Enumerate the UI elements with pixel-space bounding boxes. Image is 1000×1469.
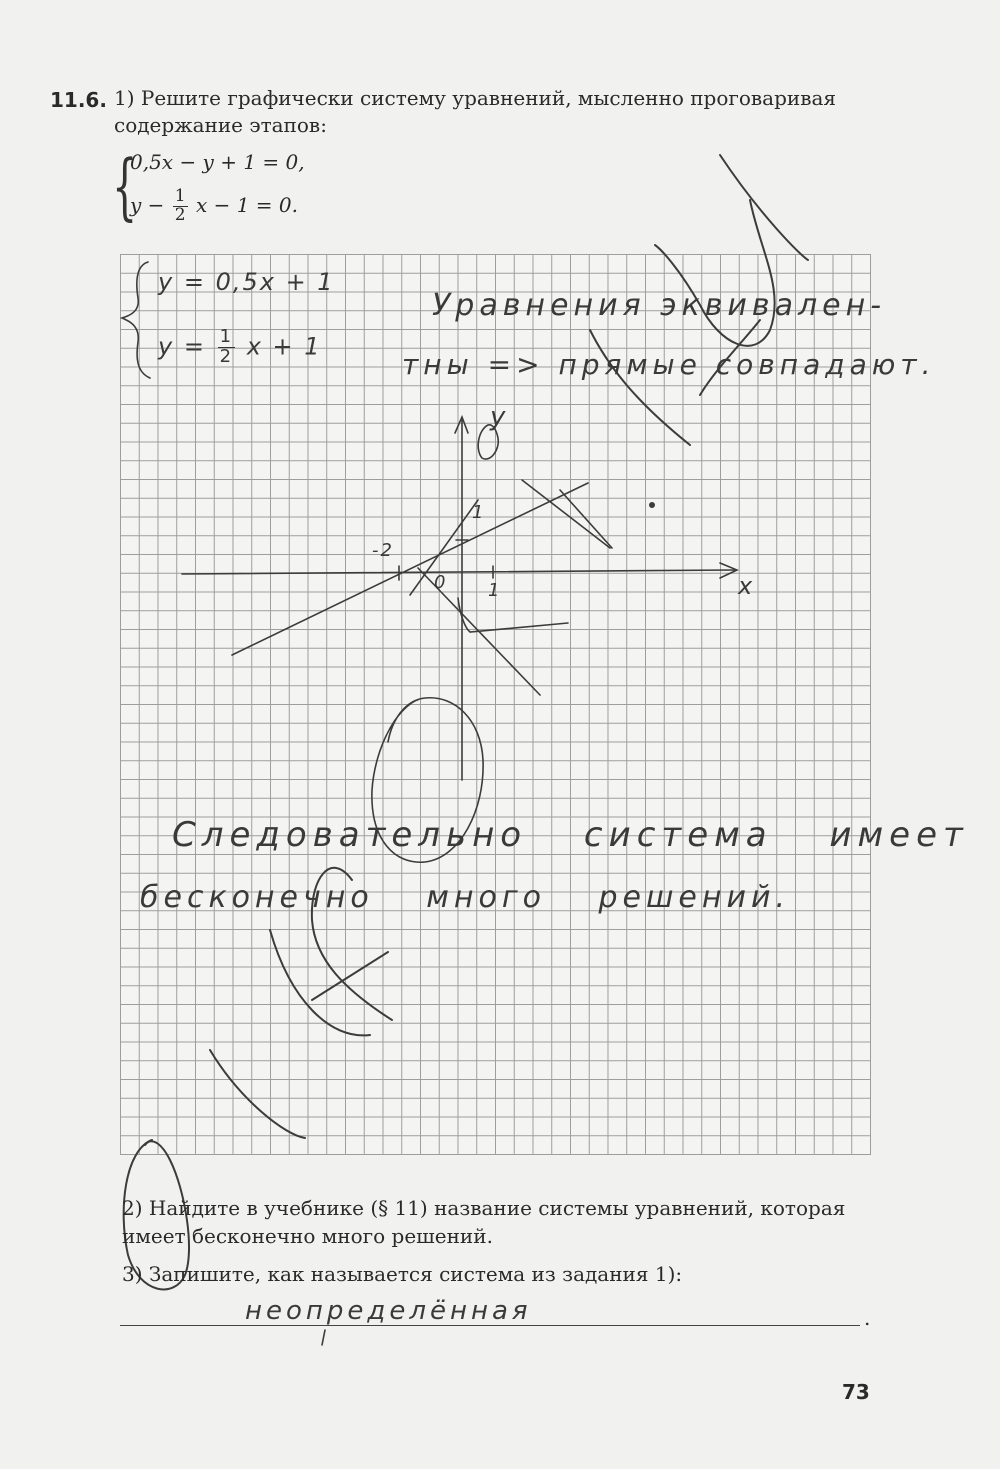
task-number: 11.6. — [50, 88, 107, 112]
task-part2-line2: имеет бесконечно много решений. — [122, 1224, 493, 1248]
axis-x-label: x — [738, 572, 755, 600]
answer-end-dot: . — [864, 1306, 871, 1330]
ink-dot — [649, 502, 655, 508]
hand-sys-eq1: y = 0,5x + 1 — [158, 268, 335, 296]
page-number: 73 — [842, 1380, 870, 1404]
axis-y-label: y — [490, 402, 508, 432]
equation-2-denominator: 2 — [174, 204, 186, 225]
hand-conclusion-line2: бесконечно много решений. — [140, 880, 791, 915]
hand-conclusion-line1: Следовательно система имеет — [172, 815, 969, 855]
label-minus-two: -2 — [372, 540, 394, 561]
label-one-x: 1 — [488, 580, 502, 601]
stroke-diagonal-2 — [560, 490, 612, 548]
equation-2-suffix: x − 1 = 0. — [195, 192, 298, 217]
hand-sys-eq2-prefix: y = — [158, 332, 206, 361]
scribble-i-2 — [270, 930, 370, 1035]
hand-note-line2: тны => прямые совпадают. — [402, 348, 936, 381]
equation-2-numerator: 1 — [174, 186, 186, 206]
system-brace: { — [112, 144, 138, 228]
label-zero: 0 — [434, 572, 448, 593]
hand-sys-eq2-denominator: 2 — [219, 345, 234, 367]
task-part2-line1: 2) Найдите в учебнике (§ 11) название системы уравнений, которая — [122, 1196, 846, 1220]
plotted-line — [232, 483, 588, 655]
hand-sys-eq2-numerator: 1 — [219, 326, 234, 347]
equation-2-prefix: y − — [130, 192, 165, 217]
task-part1-line1: 1) Решите графически систему уравнений, мысленно проговаривая — [114, 86, 837, 110]
task-part1-line2: содержание этапов: — [114, 113, 327, 137]
scribble-i-1 — [210, 1050, 305, 1138]
hand-sys-eq2-suffix: x + 1 — [246, 332, 322, 361]
hand-sys-eq2 — [158, 328, 322, 367]
hand-sys-eq2-fraction — [218, 328, 235, 367]
scribble-top-right-1 — [720, 155, 808, 260]
answer-tick — [322, 1330, 325, 1345]
answer-line — [120, 1325, 860, 1326]
scribble-i-3 — [312, 952, 388, 1000]
hand-answer: неопределённая — [245, 1296, 532, 1326]
task-part3: 3) Запишите, как называется система из задания 1): — [122, 1262, 683, 1286]
x-axis — [182, 570, 735, 574]
equation-1: 0,5x − y + 1 = 0, — [130, 150, 305, 174]
stroke-diagonal-1 — [522, 480, 610, 548]
hand-note-line1: Уравнения эквивален- — [432, 288, 887, 323]
label-one-y: 1 — [472, 502, 486, 523]
hand-brace — [122, 262, 150, 378]
